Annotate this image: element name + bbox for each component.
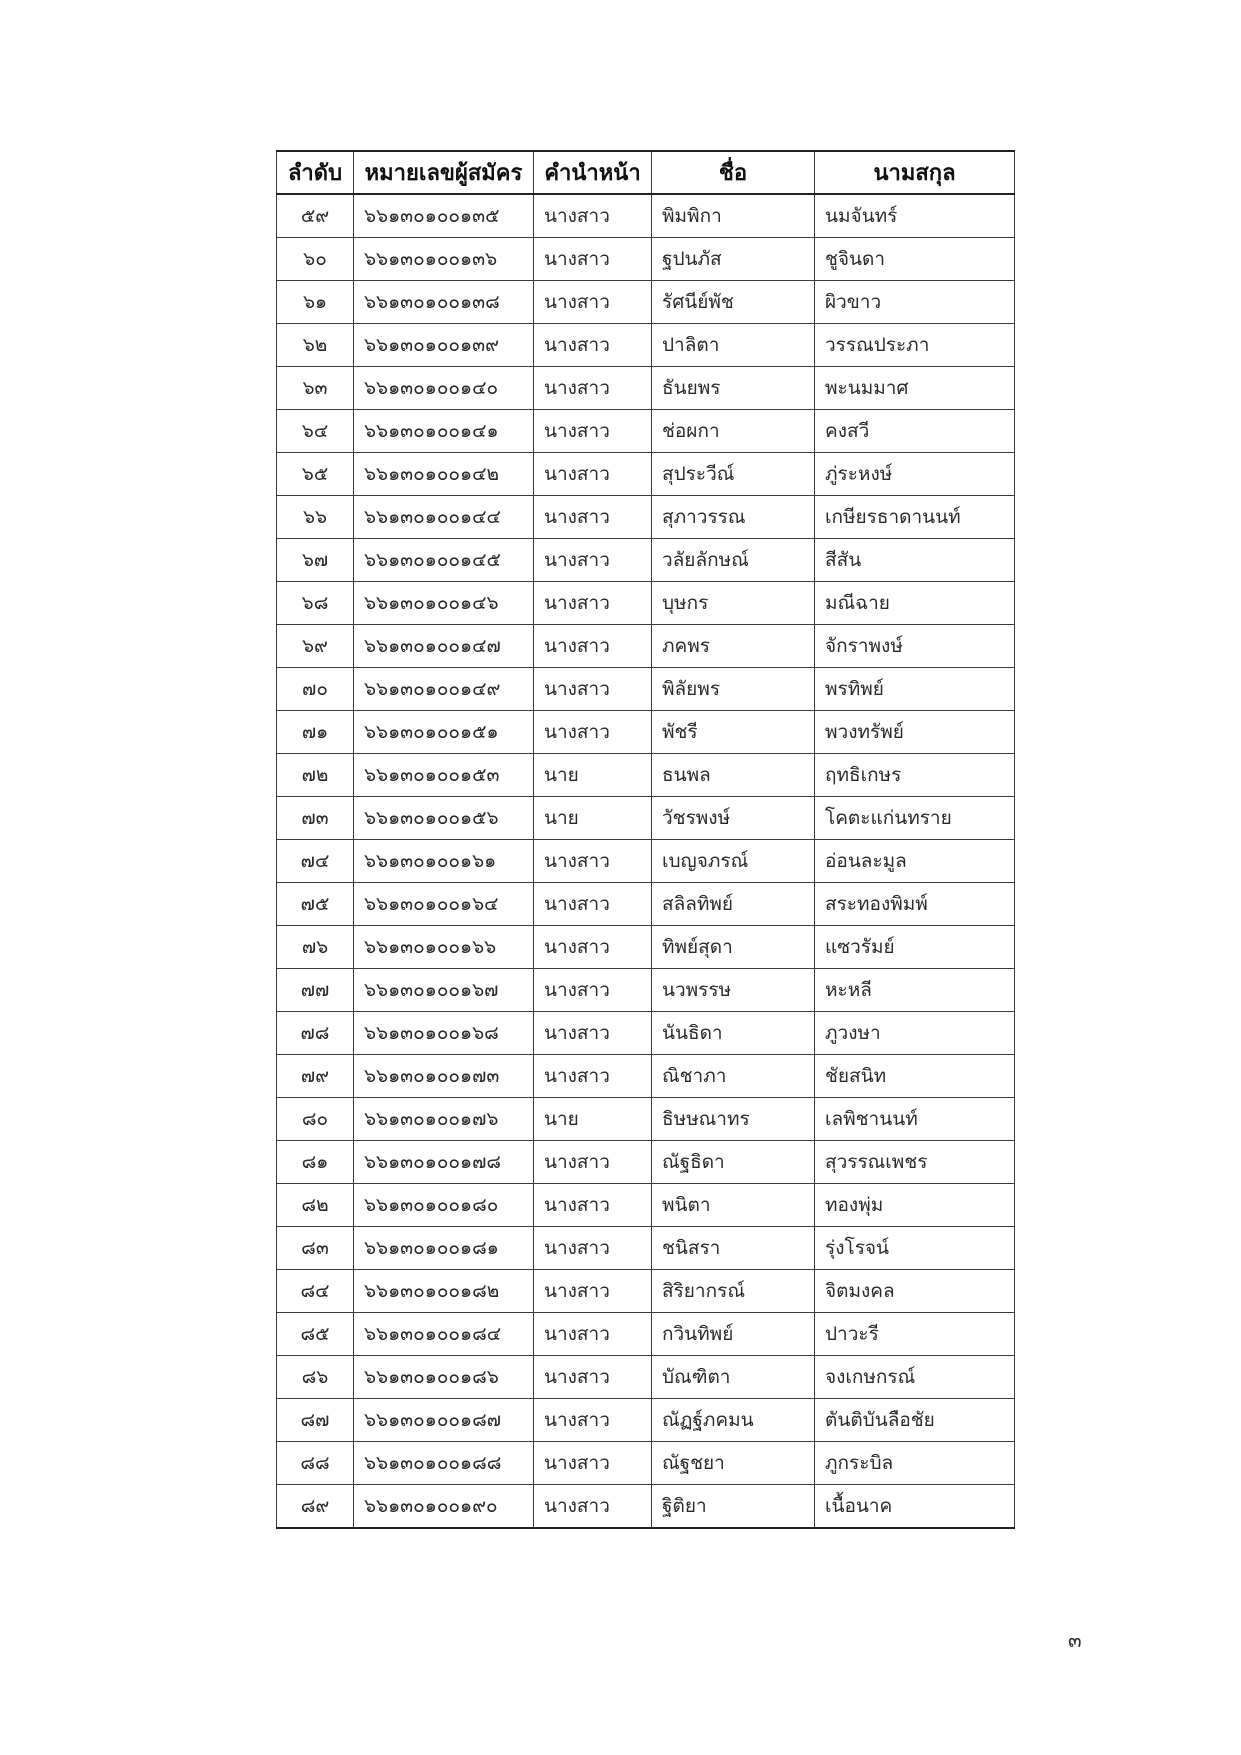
cell-prefix: นางสาว <box>534 539 652 582</box>
cell-last-name: ภู่ระหงษ์ <box>815 453 1015 496</box>
header-prefix: คำนำหน้า <box>534 151 652 194</box>
table-row <box>277 496 1015 539</box>
cell-first-name: ปาลิตา <box>652 324 815 367</box>
cell-index: ๖๐ <box>277 238 354 281</box>
cell-index: ๖๗ <box>277 539 354 582</box>
cell-first-name: ณัฐธิดา <box>652 1141 815 1184</box>
table-row <box>277 840 1015 883</box>
cell-applicant-id: ๖๖๑๓๐๑๐๐๑๘๒ <box>354 1270 534 1313</box>
cell-prefix: นางสาว <box>534 238 652 281</box>
header-applicant-id: หมายเลขผู้สมัคร <box>354 151 534 194</box>
cell-applicant-id: ๖๖๑๓๐๑๐๐๑๔๕ <box>354 539 534 582</box>
cell-last-name: มณีฉาย <box>815 582 1015 625</box>
cell-first-name: วลัยลักษณ์ <box>652 539 815 582</box>
cell-prefix: นางสาว <box>534 1012 652 1055</box>
cell-first-name: ช่อผกา <box>652 410 815 453</box>
cell-index: ๘๖ <box>277 1356 354 1399</box>
cell-last-name: ภูกระบิล <box>815 1442 1015 1485</box>
cell-first-name: ธันยพร <box>652 367 815 410</box>
cell-prefix: นางสาว <box>534 1141 652 1184</box>
table-row <box>277 1184 1015 1227</box>
cell-first-name: กวินทิพย์ <box>652 1313 815 1356</box>
cell-prefix: นางสาว <box>534 367 652 410</box>
cell-index: ๘๐ <box>277 1098 354 1141</box>
table-row <box>277 367 1015 410</box>
cell-applicant-id: ๖๖๑๓๐๑๐๐๑๓๕ <box>354 194 534 238</box>
cell-prefix: นาย <box>534 1098 652 1141</box>
table-row <box>277 410 1015 453</box>
cell-first-name: นวพรรษ <box>652 969 815 1012</box>
cell-last-name: อ่อนละมูล <box>815 840 1015 883</box>
cell-prefix: นางสาว <box>534 668 652 711</box>
cell-prefix: นางสาว <box>534 840 652 883</box>
table-row <box>277 1485 1015 1529</box>
cell-applicant-id: ๖๖๑๓๐๑๐๐๑๓๘ <box>354 281 534 324</box>
cell-applicant-id: ๖๖๑๓๐๑๐๐๑๘๗ <box>354 1399 534 1442</box>
cell-index: ๗๖ <box>277 926 354 969</box>
applicant-table <box>276 150 1015 1529</box>
cell-first-name: ชนิสรา <box>652 1227 815 1270</box>
cell-last-name: ภูวงษา <box>815 1012 1015 1055</box>
cell-first-name: ฐิติยา <box>652 1485 815 1529</box>
cell-last-name: แซวรัมย์ <box>815 926 1015 969</box>
cell-prefix: นางสาว <box>534 410 652 453</box>
table-row <box>277 969 1015 1012</box>
cell-first-name: ธนพล <box>652 754 815 797</box>
cell-index: ๗๗ <box>277 969 354 1012</box>
cell-first-name: สิริยากรณ์ <box>652 1270 815 1313</box>
cell-applicant-id: ๖๖๑๓๐๑๐๐๑๙๐ <box>354 1485 534 1529</box>
cell-applicant-id: ๖๖๑๓๐๑๐๐๑๔๔ <box>354 496 534 539</box>
cell-prefix: นางสาว <box>534 625 652 668</box>
cell-index: ๘๑ <box>277 1141 354 1184</box>
cell-first-name: ฐปนภัส <box>652 238 815 281</box>
cell-applicant-id: ๖๖๑๓๐๑๐๐๑๔๖ <box>354 582 534 625</box>
cell-index: ๗๐ <box>277 668 354 711</box>
cell-prefix: นางสาว <box>534 324 652 367</box>
cell-prefix: นางสาว <box>534 711 652 754</box>
cell-applicant-id: ๖๖๑๓๐๑๐๐๑๘๘ <box>354 1442 534 1485</box>
cell-applicant-id: ๖๖๑๓๐๑๐๐๑๔๐ <box>354 367 534 410</box>
cell-prefix: นางสาว <box>534 1184 652 1227</box>
cell-first-name: ธิษษณาทร <box>652 1098 815 1141</box>
cell-applicant-id: ๖๖๑๓๐๑๐๐๑๕๖ <box>354 797 534 840</box>
cell-first-name: รัศนีย์พัช <box>652 281 815 324</box>
cell-last-name: จักราพงษ์ <box>815 625 1015 668</box>
cell-first-name: เบญจภรณ์ <box>652 840 815 883</box>
cell-first-name: ณัฐชยา <box>652 1442 815 1485</box>
cell-index: ๖๕ <box>277 453 354 496</box>
cell-applicant-id: ๖๖๑๓๐๑๐๐๑๘๔ <box>354 1313 534 1356</box>
cell-index: ๖๔ <box>277 410 354 453</box>
cell-index: ๖๑ <box>277 281 354 324</box>
cell-last-name: ปาวะรี <box>815 1313 1015 1356</box>
cell-index: ๘๗ <box>277 1399 354 1442</box>
cell-prefix: นางสาว <box>534 281 652 324</box>
cell-last-name: ทองพุ่ม <box>815 1184 1015 1227</box>
cell-index: ๗๓ <box>277 797 354 840</box>
cell-index: ๖๒ <box>277 324 354 367</box>
cell-index: ๗๒ <box>277 754 354 797</box>
table-row <box>277 539 1015 582</box>
table-row <box>277 238 1015 281</box>
cell-last-name: ชูจินดา <box>815 238 1015 281</box>
table-row <box>277 324 1015 367</box>
cell-prefix: นางสาว <box>534 1356 652 1399</box>
table-row <box>277 1356 1015 1399</box>
cell-applicant-id: ๖๖๑๓๐๑๐๐๑๘๖ <box>354 1356 534 1399</box>
cell-index: ๘๙ <box>277 1485 354 1529</box>
cell-applicant-id: ๖๖๑๓๐๑๐๐๑๘๐ <box>354 1184 534 1227</box>
cell-index: ๘๔ <box>277 1270 354 1313</box>
cell-last-name: สระทองพิมพ์ <box>815 883 1015 926</box>
cell-index: ๘๓ <box>277 1227 354 1270</box>
cell-index: ๗๙ <box>277 1055 354 1098</box>
cell-first-name: สุภาวรรณ <box>652 496 815 539</box>
cell-first-name: ทิพย์สุดา <box>652 926 815 969</box>
cell-last-name: รุ่งโรจน์ <box>815 1227 1015 1270</box>
cell-applicant-id: ๖๖๑๓๐๑๐๐๑๘๑ <box>354 1227 534 1270</box>
cell-last-name: พะนมมาศ <box>815 367 1015 410</box>
header-last-name: นามสกุล <box>815 151 1015 194</box>
cell-applicant-id: ๖๖๑๓๐๑๐๐๑๔๙ <box>354 668 534 711</box>
table-row <box>277 1313 1015 1356</box>
cell-index: ๕๙ <box>277 194 354 238</box>
table-row <box>277 1012 1015 1055</box>
cell-last-name: ฤทธิเกษร <box>815 754 1015 797</box>
cell-first-name: สลิลทิพย์ <box>652 883 815 926</box>
cell-last-name: เลพิชานนท์ <box>815 1098 1015 1141</box>
cell-prefix: นางสาว <box>534 1227 652 1270</box>
cell-applicant-id: ๖๖๑๓๐๑๐๐๑๓๖ <box>354 238 534 281</box>
cell-prefix: นางสาว <box>534 926 652 969</box>
cell-prefix: นางสาว <box>534 453 652 496</box>
table-row <box>277 883 1015 926</box>
cell-index: ๗๕ <box>277 883 354 926</box>
cell-prefix: นาย <box>534 754 652 797</box>
table-row <box>277 1141 1015 1184</box>
cell-index: ๘๒ <box>277 1184 354 1227</box>
cell-last-name: สุวรรณเพชร <box>815 1141 1015 1184</box>
cell-last-name: เนื้อนาค <box>815 1485 1015 1529</box>
cell-index: ๖๘ <box>277 582 354 625</box>
cell-prefix: นางสาว <box>534 582 652 625</box>
table-row <box>277 668 1015 711</box>
cell-index: ๘๕ <box>277 1313 354 1356</box>
cell-prefix: นางสาว <box>534 1442 652 1485</box>
cell-first-name: บุษกร <box>652 582 815 625</box>
cell-last-name: นมจันทร์ <box>815 194 1015 238</box>
cell-last-name: สีสัน <box>815 539 1015 582</box>
table-body <box>277 194 1015 1528</box>
cell-last-name: เกษียรธาดานนท์ <box>815 496 1015 539</box>
cell-first-name: พิลัยพร <box>652 668 815 711</box>
cell-applicant-id: ๖๖๑๓๐๑๐๐๑๔๒ <box>354 453 534 496</box>
table-row <box>277 1399 1015 1442</box>
cell-prefix: นางสาว <box>534 1313 652 1356</box>
cell-applicant-id: ๖๖๑๓๐๑๐๐๑๕๑ <box>354 711 534 754</box>
cell-index: ๖๖ <box>277 496 354 539</box>
cell-applicant-id: ๖๖๑๓๐๑๐๐๑๖๔ <box>354 883 534 926</box>
cell-last-name: คงสวี <box>815 410 1015 453</box>
header-index: ลำดับ <box>277 151 354 194</box>
cell-index: ๗๘ <box>277 1012 354 1055</box>
cell-first-name: นันธิดา <box>652 1012 815 1055</box>
cell-applicant-id: ๖๖๑๓๐๑๐๐๑๓๙ <box>354 324 534 367</box>
header-first-name: ชื่อ <box>652 151 815 194</box>
table-row <box>277 1442 1015 1485</box>
table-row <box>277 926 1015 969</box>
cell-last-name: พรทิพย์ <box>815 668 1015 711</box>
cell-applicant-id: ๖๖๑๓๐๑๐๐๑๖๗ <box>354 969 534 1012</box>
cell-applicant-id: ๖๖๑๓๐๑๐๐๑๖๖ <box>354 926 534 969</box>
table-row <box>277 754 1015 797</box>
cell-last-name: ชัยสนิท <box>815 1055 1015 1098</box>
page-number: ๓ <box>1068 1628 1082 1652</box>
cell-first-name: บัณฑิตา <box>652 1356 815 1399</box>
cell-first-name: วัชรพงษ์ <box>652 797 815 840</box>
cell-first-name: ภคพร <box>652 625 815 668</box>
cell-prefix: นางสาว <box>534 496 652 539</box>
cell-prefix: นางสาว <box>534 969 652 1012</box>
cell-prefix: นางสาว <box>534 1270 652 1313</box>
cell-first-name: พัชรี <box>652 711 815 754</box>
table-row <box>277 1270 1015 1313</box>
cell-first-name: พนิตา <box>652 1184 815 1227</box>
cell-applicant-id: ๖๖๑๓๐๑๐๐๑๕๓ <box>354 754 534 797</box>
cell-last-name: ผิวขาว <box>815 281 1015 324</box>
cell-applicant-id: ๖๖๑๓๐๑๐๐๑๖๘ <box>354 1012 534 1055</box>
table-row <box>277 625 1015 668</box>
cell-last-name: พวงทรัพย์ <box>815 711 1015 754</box>
cell-index: ๗๑ <box>277 711 354 754</box>
cell-applicant-id: ๖๖๑๓๐๑๐๐๑๗๖ <box>354 1098 534 1141</box>
cell-applicant-id: ๖๖๑๓๐๑๐๐๑๗๘ <box>354 1141 534 1184</box>
table-row <box>277 582 1015 625</box>
cell-last-name: ตันติบันลือชัย <box>815 1399 1015 1442</box>
table-row <box>277 453 1015 496</box>
table-row <box>277 1227 1015 1270</box>
table-row <box>277 1098 1015 1141</box>
table-row <box>277 1055 1015 1098</box>
cell-index: ๖๓ <box>277 367 354 410</box>
cell-last-name: จิตมงคล <box>815 1270 1015 1313</box>
cell-prefix: นางสาว <box>534 1399 652 1442</box>
cell-applicant-id: ๖๖๑๓๐๑๐๐๑๖๑ <box>354 840 534 883</box>
cell-first-name: สุประวีณ์ <box>652 453 815 496</box>
table-header-row <box>277 151 1015 194</box>
cell-prefix: นาย <box>534 797 652 840</box>
cell-prefix: นางสาว <box>534 883 652 926</box>
table-row <box>277 711 1015 754</box>
cell-first-name: ณัฏฐ์ภคมน <box>652 1399 815 1442</box>
cell-index: ๘๘ <box>277 1442 354 1485</box>
cell-last-name: จงเกษกรณ์ <box>815 1356 1015 1399</box>
cell-prefix: นางสาว <box>534 1055 652 1098</box>
cell-index: ๖๙ <box>277 625 354 668</box>
table-row <box>277 797 1015 840</box>
table-row <box>277 281 1015 324</box>
cell-prefix: นางสาว <box>534 1485 652 1529</box>
cell-index: ๗๔ <box>277 840 354 883</box>
cell-last-name: หะหลี <box>815 969 1015 1012</box>
cell-first-name: ณิชาภา <box>652 1055 815 1098</box>
cell-applicant-id: ๖๖๑๓๐๑๐๐๑๔๑ <box>354 410 534 453</box>
cell-prefix: นางสาว <box>534 194 652 238</box>
cell-first-name: พิมพิกา <box>652 194 815 238</box>
table-row <box>277 194 1015 238</box>
cell-last-name: โคตะแก่นทราย <box>815 797 1015 840</box>
cell-last-name: วรรณประภา <box>815 324 1015 367</box>
cell-applicant-id: ๖๖๑๓๐๑๐๐๑๗๓ <box>354 1055 534 1098</box>
cell-applicant-id: ๖๖๑๓๐๑๐๐๑๔๗ <box>354 625 534 668</box>
